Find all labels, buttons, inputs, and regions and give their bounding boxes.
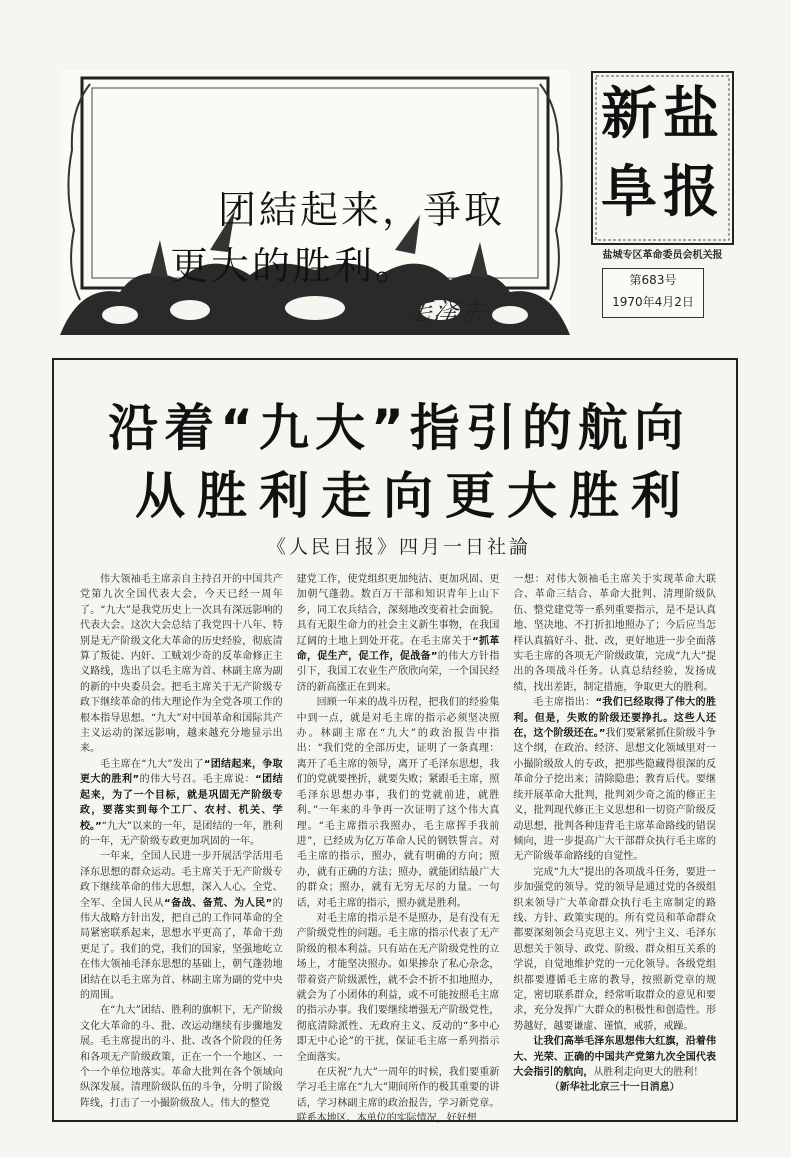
masthead [590, 70, 735, 320]
paragraph: 一想：对伟大领袖毛主席关于实现革命大联合、革命三结合、革命大批判、清理阶级队伍、整党建党等一系列重要指示，是不是认真地、坚决地、不打折扣地照办了；今后应当怎样认真搞好斗、批、改，更好地进一步全面落实毛主席的各项无产阶级政策，完成“九大”提出的各项战斗任务。认真总结经验，发扬成绩，找出差距，制定措施，争取更大的胜利。 [513, 574, 717, 693]
masthead-char: 报 [663, 160, 719, 225]
headline-line-1: 沿着“九大”指引的航向 [108, 399, 690, 457]
paragraph: 一年来，全国人民进一步开展活学活用毛泽东思想的群众运动。毛主席关于无产阶级专政下继续革命的伟大思想，深入人心。全党、全军、全国人民从“备战、备荒、为人民”的伟大战略方针出发，把自己的工作同革命的全局紧密联系起来，思想水平更高了，革命干劲更足了。我们的党，我们的国家，坚强地屹立在伟大领袖毛泽东思想的基础上，朝气蓬勃地团结在以毛主席为首、林副主席为副的党中央的周围。 [80, 851, 283, 1001]
quote-line-2: 更大的胜利。 [170, 244, 417, 288]
issue-number: 第683号 [629, 273, 677, 287]
masthead-title [598, 76, 723, 232]
paragraph: 完成“九大”提出的各项战斗任务，要进一步加强党的领导。党的领导是通过党的各级组织来领导广大革命群众执行毛主席制定的路线、方针、政策实现的。所有党员和革命群众都要深刻领会马克思主义、列宁主义、毛泽东思想关于领导、政党、阶级、群众相互关系的学说，自觉地维护党的一元化领导。各级党组织都要遵循毛主席的教导，按照新党章的规定，密切联系群众，经常听取群众的意见和要求，充分发挥广大群众的积极性和创造性。形势越好，越要谦虚、谨慎，戒骄，戒躁。 [513, 866, 717, 1032]
masthead-subtitle: 盐城专区革命委员会机关报 [602, 250, 723, 261]
dateline: （新华社北京三十一日消息） [549, 1082, 680, 1094]
paragraph: 建党工作，使党组织更加纯洁、更加巩固、更加朝气蓬勃。数百万干部和知识青年上山下乡，同工农兵结合，深刻地改变着社会面貌。具有无限生命力的社会主义新生事物，在我国辽阔的土地上到处开花。在毛主席关于“抓革命，促生产，促工作，促战备”的伟大方针指引下，我国工农业生产欣欣向荣，一个国民经济的新高涨正在到来。 [296, 574, 500, 693]
masthead-char: 阜 [601, 160, 657, 225]
paragraph: 对毛主席的指示是不是照办，是有没有无产阶级党性的问题。毛主席的指示代表了无产阶级的根本利益。只有站在无产阶级党性的立场上，才能坚决照办。如果掺杂了私心杂念，带着资产阶级派性，就不会不折不扣地照办，就会为了小团体的利益，或不可能按照毛主席的指示办事。我们要继续增强无产阶级党性，彻底清除派性、无政府主义、反动的“多中心即无中心论”的干扰，保证毛主席一系列指示全面落实。 [296, 912, 500, 1063]
paragraph: 在“九大”团结、胜利的旗帜下，无产阶级文化大革命的斗、批、改运动继续有步骤地发展。毛主席提出的斗、批、改各个阶段的任务和各项无产阶级政策，正在一个一个地区、一个一个单位地落实。革命大批判在各个领域向纵深发展。清理阶级队伍的斗争，分明了阶级阵线，打击了一小撮阶级敌人。伟大的整党 [80, 1005, 283, 1109]
issue-info [602, 268, 704, 318]
article-source: 《人民日报》四月一日社論 [266, 536, 531, 558]
paragraph: 伟大领袖毛主席亲自主持召开的中国共产党第九次全国代表大会，今天已经一周年了。“九大”是我党历史上一次具有深远影响的代表大会。这次大会总结了我党四十八年、特别是无产阶级文化大革命的历史经验，彻底清算了叛徒、内奸、工贼刘少奇的反革命修正主义路线，选出了以毛主席为首、林副主席为副的新的中央委员会。把毛主席关于无产阶级专政下继续革命的伟大理论作为全党各项工作的根本指导思想。“九大”对中国革命和国际共产主义运动的深远影响，越来越充分地显示出来。 [80, 574, 283, 755]
masthead-char: 盐 [663, 82, 719, 147]
quote-line-1: 团結起来，爭取 [218, 188, 506, 232]
headline-line-2: 从胜利走向更大胜利 [135, 467, 693, 525]
paragraph: 毛主席指出：“我们已经取得了伟大的胜利。但是，失败的阶级还要挣扎。这些人还在，这个阶级还在。”我们要紧紧抓住阶级斗争这个纲，在政治、经济、思想文化领域里对一小撮阶级敌人的专政，把那些隐藏得很深的反革命分子挖出来；清除隐患；教育后代。要继续开展革命大批判，批判刘少奇之流的修正主义，批判现代修正主义思想和一切资产阶级反动思想，批判各种违背毛主席革命路线的错误倾向，进一步提高广大干部群众执行毛主席的无产阶级革命路线的自觉性。 [513, 697, 717, 863]
paragraph: 毛主席在“九大”发出了“团结起来，争取更大的胜利”的伟大号召。毛主席说：“团结起来，为了一个目标，就是巩固无产阶级专政，要落实到每个工厂、农村、机关、学校。”“九大”以来的一年，是团结的一年，胜利的一年，无产阶级专政更加巩固的一年。 [80, 758, 283, 847]
article-column-2 [296, 572, 500, 1125]
paragraph: 让我们高举毛泽东思想伟大红旗，沿着伟大、光荣、正确的中国共产党第九次全国代表大会指引的航向，从胜利走向更大的胜利！ [513, 1036, 717, 1078]
quote-signature: 毛泽东 [404, 298, 489, 326]
issue-date: 1970年4月2日 [612, 295, 694, 309]
paragraph: 在庆祝“九大”一周年的时候，我们要重新学习毛主席在“九大”期间所作的极其重要的讲话，学习林副主席的政治报告，学习新党章。联系本地区、本单位的实际情况，好好想 [296, 1067, 500, 1125]
quote-banner [60, 70, 570, 335]
article-column-1 [80, 572, 283, 1112]
article-columns [80, 572, 717, 1125]
article-column-3 [513, 572, 716, 1112]
masthead-char: 新 [601, 82, 657, 147]
paragraph: 回顾一年来的战斗历程，把我们的经验集中到一点，就是对毛主席的指示必须坚决照办。林副主席在“九大”的政治报告中指出：“我们党的全部历史，证明了一条真理：离开了毛主席的领导，离开了毛泽东思想，我们的党就要挫折，就要失败；紧跟毛主席，照毛泽东思想办事，我们的党就前进，就胜利。”一年来的斗争再一次证明了这个伟大真理。“毛主席指示我照办，毛主席挥手我前进”，已经成为亿万革命人民的钢铁誓言。对毛主席的指示，照办，就有明确的方向；照办，就有正确的方法；照办，就能团结最广大的群众；照办，就有无穷无尽的力量。一句话，对毛主席的指示，照办就是胜利。 [296, 697, 500, 909]
quote-text [170, 182, 530, 294]
editorial-article [52, 358, 738, 1125]
